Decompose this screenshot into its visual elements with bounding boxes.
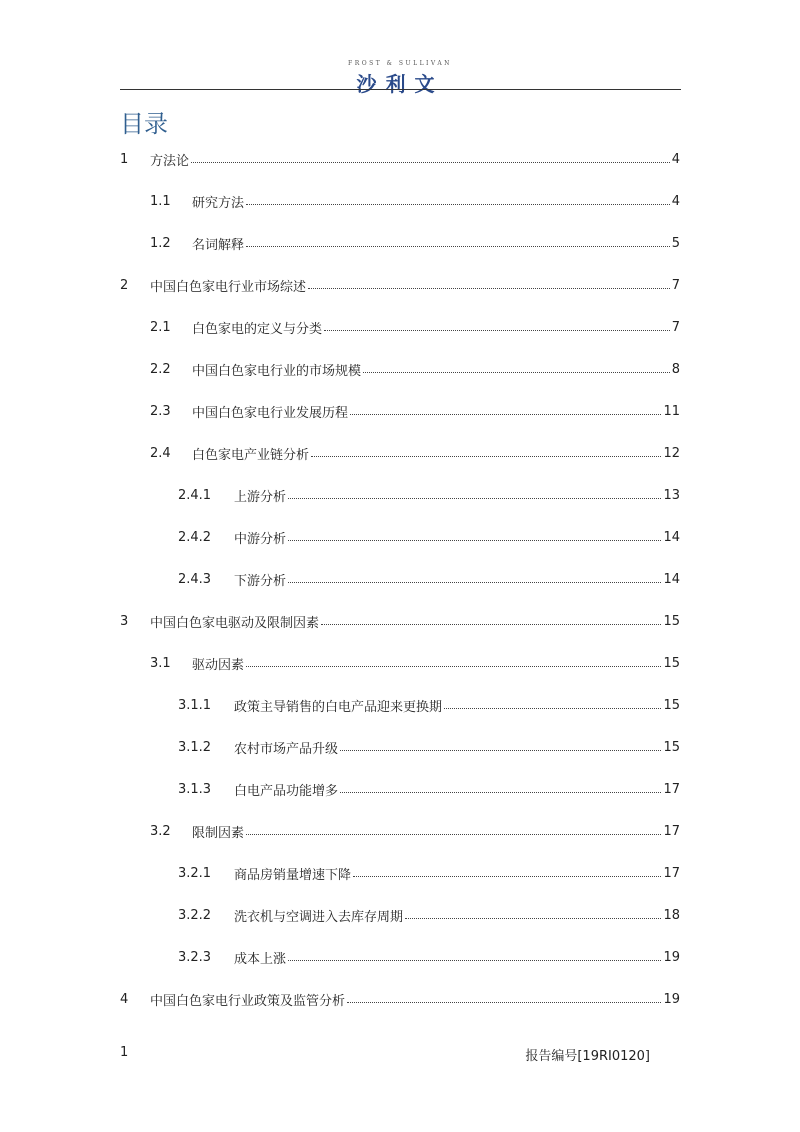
toc-entry-title: 政策主导销售的白电产品迎来更换期 xyxy=(234,699,443,715)
toc-entry-number: 2.4.1 xyxy=(178,487,212,503)
toc-entry-page: 18 xyxy=(663,907,680,923)
toc-dot-leader xyxy=(246,204,670,205)
toc-entry[interactable] xyxy=(178,526,680,548)
toc-entry-title: 上游分析 xyxy=(234,489,287,505)
toc-entry-number: 2.4.2 xyxy=(178,529,212,545)
toc-entry[interactable] xyxy=(150,232,680,254)
toc-entry-title: 白电产品功能增多 xyxy=(234,783,339,799)
toc-entry-title: 中国白色家电驱动及限制因素 xyxy=(150,615,320,631)
toc-entry-number: 2 xyxy=(120,277,129,293)
toc-entry[interactable] xyxy=(178,694,680,716)
toc-entry-title: 中国白色家电行业的市场规模 xyxy=(192,363,362,379)
toc-entry-page: 17 xyxy=(663,865,680,881)
toc-entry-number: 2.4.3 xyxy=(178,571,212,587)
toc-dot-leader xyxy=(288,498,661,499)
toc-entry-title: 名词解释 xyxy=(192,237,245,253)
toc-entry-number: 2.3 xyxy=(150,403,171,419)
toc-title: 目录 xyxy=(120,110,168,138)
toc-entry-title: 中国白色家电行业市场综述 xyxy=(150,279,307,295)
toc-entry-number: 3.2.1 xyxy=(178,865,212,881)
toc-entry-number: 3.1.2 xyxy=(178,739,212,755)
logo-english-text: FROST & SULLIVAN xyxy=(348,60,452,67)
toc-entry-page: 12 xyxy=(663,445,680,461)
toc-entry-title: 中国白色家电行业发展历程 xyxy=(192,405,349,421)
toc-dot-leader xyxy=(246,834,661,835)
toc-entry-page: 13 xyxy=(663,487,680,503)
toc-dot-leader xyxy=(347,1002,661,1003)
toc-entry[interactable] xyxy=(178,736,680,758)
toc-entry-title: 农村市场产品升级 xyxy=(234,741,339,757)
toc-dot-leader xyxy=(405,918,661,919)
toc-dot-leader xyxy=(246,666,661,667)
toc-entry-title: 白色家电的定义与分类 xyxy=(192,321,323,337)
toc-entry-page: 11 xyxy=(663,403,680,419)
toc-dot-leader xyxy=(191,162,670,163)
toc-entry-page: 15 xyxy=(663,613,680,629)
toc-entry-number: 2.2 xyxy=(150,361,171,377)
footer-page-number: 1 xyxy=(120,1045,129,1060)
toc-entry-number: 1.2 xyxy=(150,235,171,251)
toc-entry[interactable] xyxy=(178,568,680,590)
toc-entry-number: 3.1.1 xyxy=(178,697,212,713)
header-divider xyxy=(120,89,681,90)
toc-dot-leader xyxy=(350,414,661,415)
toc-entry-page: 14 xyxy=(663,529,680,545)
toc-entry[interactable] xyxy=(150,652,680,674)
toc-entry[interactable] xyxy=(178,778,680,800)
toc-entry-title: 方法论 xyxy=(150,153,190,169)
frost-sullivan-logo xyxy=(340,60,460,97)
toc-entry[interactable] xyxy=(120,274,680,296)
toc-dot-leader xyxy=(308,288,670,289)
toc-dot-leader xyxy=(340,750,661,751)
toc-dot-leader xyxy=(444,708,661,709)
toc-dot-leader xyxy=(288,540,661,541)
toc-entry-title: 研究方法 xyxy=(192,195,245,211)
toc-entry-number: 2.1 xyxy=(150,319,171,335)
toc-entry-page: 8 xyxy=(671,361,680,377)
toc-dot-leader xyxy=(288,582,661,583)
toc-entry-number: 2.4 xyxy=(150,445,171,461)
toc-entry-number: 3.2 xyxy=(150,823,171,839)
toc-entry-page: 4 xyxy=(671,151,680,167)
toc-entry-number: 1 xyxy=(120,151,129,167)
toc-entry[interactable] xyxy=(150,358,680,380)
toc-entry-page: 15 xyxy=(663,655,680,671)
toc-entry-title: 限制因素 xyxy=(192,825,245,841)
toc-dot-leader xyxy=(363,372,670,373)
toc-entry[interactable] xyxy=(178,862,680,884)
toc-dot-leader xyxy=(353,876,661,877)
toc-dot-leader xyxy=(288,960,661,961)
toc-entry[interactable] xyxy=(120,988,680,1010)
toc-dot-leader xyxy=(324,330,670,331)
toc-entry-page: 4 xyxy=(671,193,680,209)
toc-entry[interactable] xyxy=(120,610,680,632)
toc-entry-number: 3.2.3 xyxy=(178,949,212,965)
toc-dot-leader xyxy=(246,246,670,247)
toc-entry-page: 15 xyxy=(663,739,680,755)
toc-entry[interactable] xyxy=(178,904,680,926)
toc-entry-title: 洗衣机与空调进入去库存周期 xyxy=(234,909,404,925)
logo-chinese-text: 沙利文 xyxy=(356,72,444,96)
toc-entry-number: 1.1 xyxy=(150,193,171,209)
toc-entry-title: 中游分析 xyxy=(234,531,287,547)
toc-entry-page: 7 xyxy=(671,319,680,335)
toc-entry[interactable] xyxy=(150,820,680,842)
toc-entry-page: 7 xyxy=(671,277,680,293)
toc-entry-page: 19 xyxy=(663,991,680,1007)
footer-report-id: 报告编号[19RI0120] xyxy=(525,1049,650,1064)
toc-entry[interactable] xyxy=(178,484,680,506)
toc-entry[interactable] xyxy=(150,316,680,338)
toc-dot-leader xyxy=(340,792,661,793)
toc-entry-page: 17 xyxy=(663,781,680,797)
toc-entry-title: 中国白色家电行业政策及监管分析 xyxy=(150,993,346,1009)
toc-entry-title: 成本上涨 xyxy=(234,951,287,967)
toc-entry[interactable] xyxy=(120,148,680,170)
toc-entry-page: 15 xyxy=(663,697,680,713)
toc-entry-title: 下游分析 xyxy=(234,573,287,589)
toc-entry-title: 白色家电产业链分析 xyxy=(192,447,310,463)
toc-entry-title: 商品房销量增速下降 xyxy=(234,867,352,883)
toc-dot-leader xyxy=(311,456,661,457)
toc-entry-page: 19 xyxy=(663,949,680,965)
toc-entry-page: 5 xyxy=(671,235,680,251)
toc-entry-page: 17 xyxy=(663,823,680,839)
toc-entry[interactable] xyxy=(178,946,680,968)
toc-entry-number: 4 xyxy=(120,991,129,1007)
toc-entry-title: 驱动因素 xyxy=(192,657,245,673)
toc-entry[interactable] xyxy=(150,400,680,422)
toc-entry-number: 3.1 xyxy=(150,655,171,671)
toc-entry[interactable] xyxy=(150,190,680,212)
toc-entry-number: 3 xyxy=(120,613,129,629)
toc-entry-number: 3.1.3 xyxy=(178,781,212,797)
toc-entry[interactable] xyxy=(150,442,680,464)
toc-dot-leader xyxy=(321,624,661,625)
toc-entry-page: 14 xyxy=(663,571,680,587)
toc-entry-number: 3.2.2 xyxy=(178,907,212,923)
